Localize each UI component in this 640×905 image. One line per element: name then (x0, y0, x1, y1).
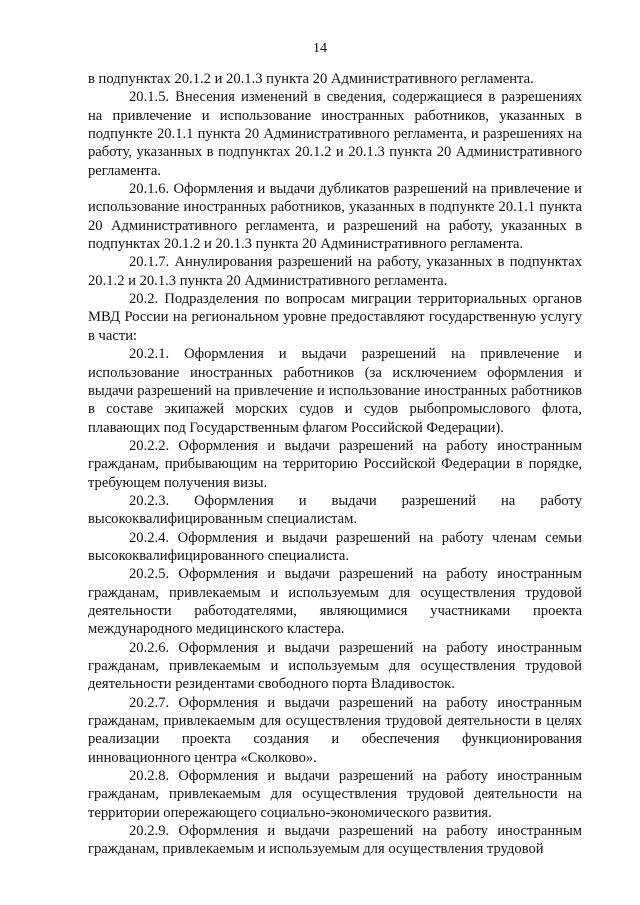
paragraph: 20.1.7. Аннулирования разрешений на работу, указанных в подпунктах 20.1.2 и 20.1.3 пункта 20 Административного регламента. (88, 254, 582, 289)
paragraph: 20.2. Подразделения по вопросам миграции территориальных органов МВД России на региональном уровне предоставляют государственную услугу в части: (88, 291, 582, 344)
paragraph: 20.2.2. Оформления и выдачи разрешений на работу иностранным гражданам, прибывающим на территорию Российской Федерации в порядке, требующем получения визы. (88, 437, 582, 491)
paragraph: 20.2.6. Оформления и выдачи разрешений на работу иностранным гражданам, привлекаемым и используемым для осуществления трудовой деятельности резидентами свободного порта Владивосток. (88, 639, 582, 693)
paragraph: 20.2.7. Оформления и выдачи разрешений на работу иностранным гражданам, привлекаемым для осуществления трудовой деятельности в целях реализации проекта создания и обеспечения функционирования инновационного центра «Сколково». (88, 694, 582, 766)
paragraph: 20.2.8. Оформления и выдачи разрешений на работу иностранным гражданам, привлекаемым для осуществления трудовой деятельности на территории опережающего социально-экономического развития. (88, 768, 582, 821)
paragraph: 20.2.3. Оформления и выдачи разрешений на работу высококвалифицированным специалистам. (88, 492, 582, 528)
paragraph: 20.1.5. Внесения изменений в сведения, содержащиеся в разрешениях на привлечение и использование иностранных работников, указанных в подпункте 20.1.1 пункта 20 Административного регламента, и разрешениях на работу, указанных в подпунктах 20.1.2 и 20.1.3 пункта 20 Административного регламента. (88, 89, 582, 179)
paragraph: в подпунктах 20.1.2 и 20.1.3 пункта 20 Административного регламента. (88, 71, 534, 87)
page-number: 14 (313, 41, 327, 56)
paragraph: 20.1.6. Оформления и выдачи дубликатов разрешений на привлечение и использование иностранных работников, указанных в подпункте 20.1.1 пункта 20 Административного регламента, и разрешений на работу, указанных в подпунктах 20.1.2 и 20.1.3 пункта 20 Административного регламента. (88, 181, 582, 253)
paragraph: 20.2.9. Оформления и выдачи разрешений на работу иностранным гражданам, привлекаемым и используемым для осуществления трудовой (88, 823, 582, 858)
paragraph: 20.2.4. Оформления и выдачи разрешений на работу членам семьи высококвалифицированного специалиста. (88, 529, 582, 564)
document-body (88, 70, 582, 859)
paragraph: 20.2.1. Оформления и выдачи разрешений на привлечение и использование иностранных работников (за исключением оформления и выдачи разрешений на привлечение и использование иностранных работников в составе экипажей морских судов и судов рыбопромыслового флота, плавающих под Государственным флагом Российской Федерации). (88, 346, 582, 436)
paragraph: 20.2.5. Оформления и выдачи разрешений на работу иностранным гражданам, привлекаемым и используемым для осуществления трудовой деятельности работодателями, являющимися участниками проекта международного медицинского кластера. (88, 566, 582, 638)
